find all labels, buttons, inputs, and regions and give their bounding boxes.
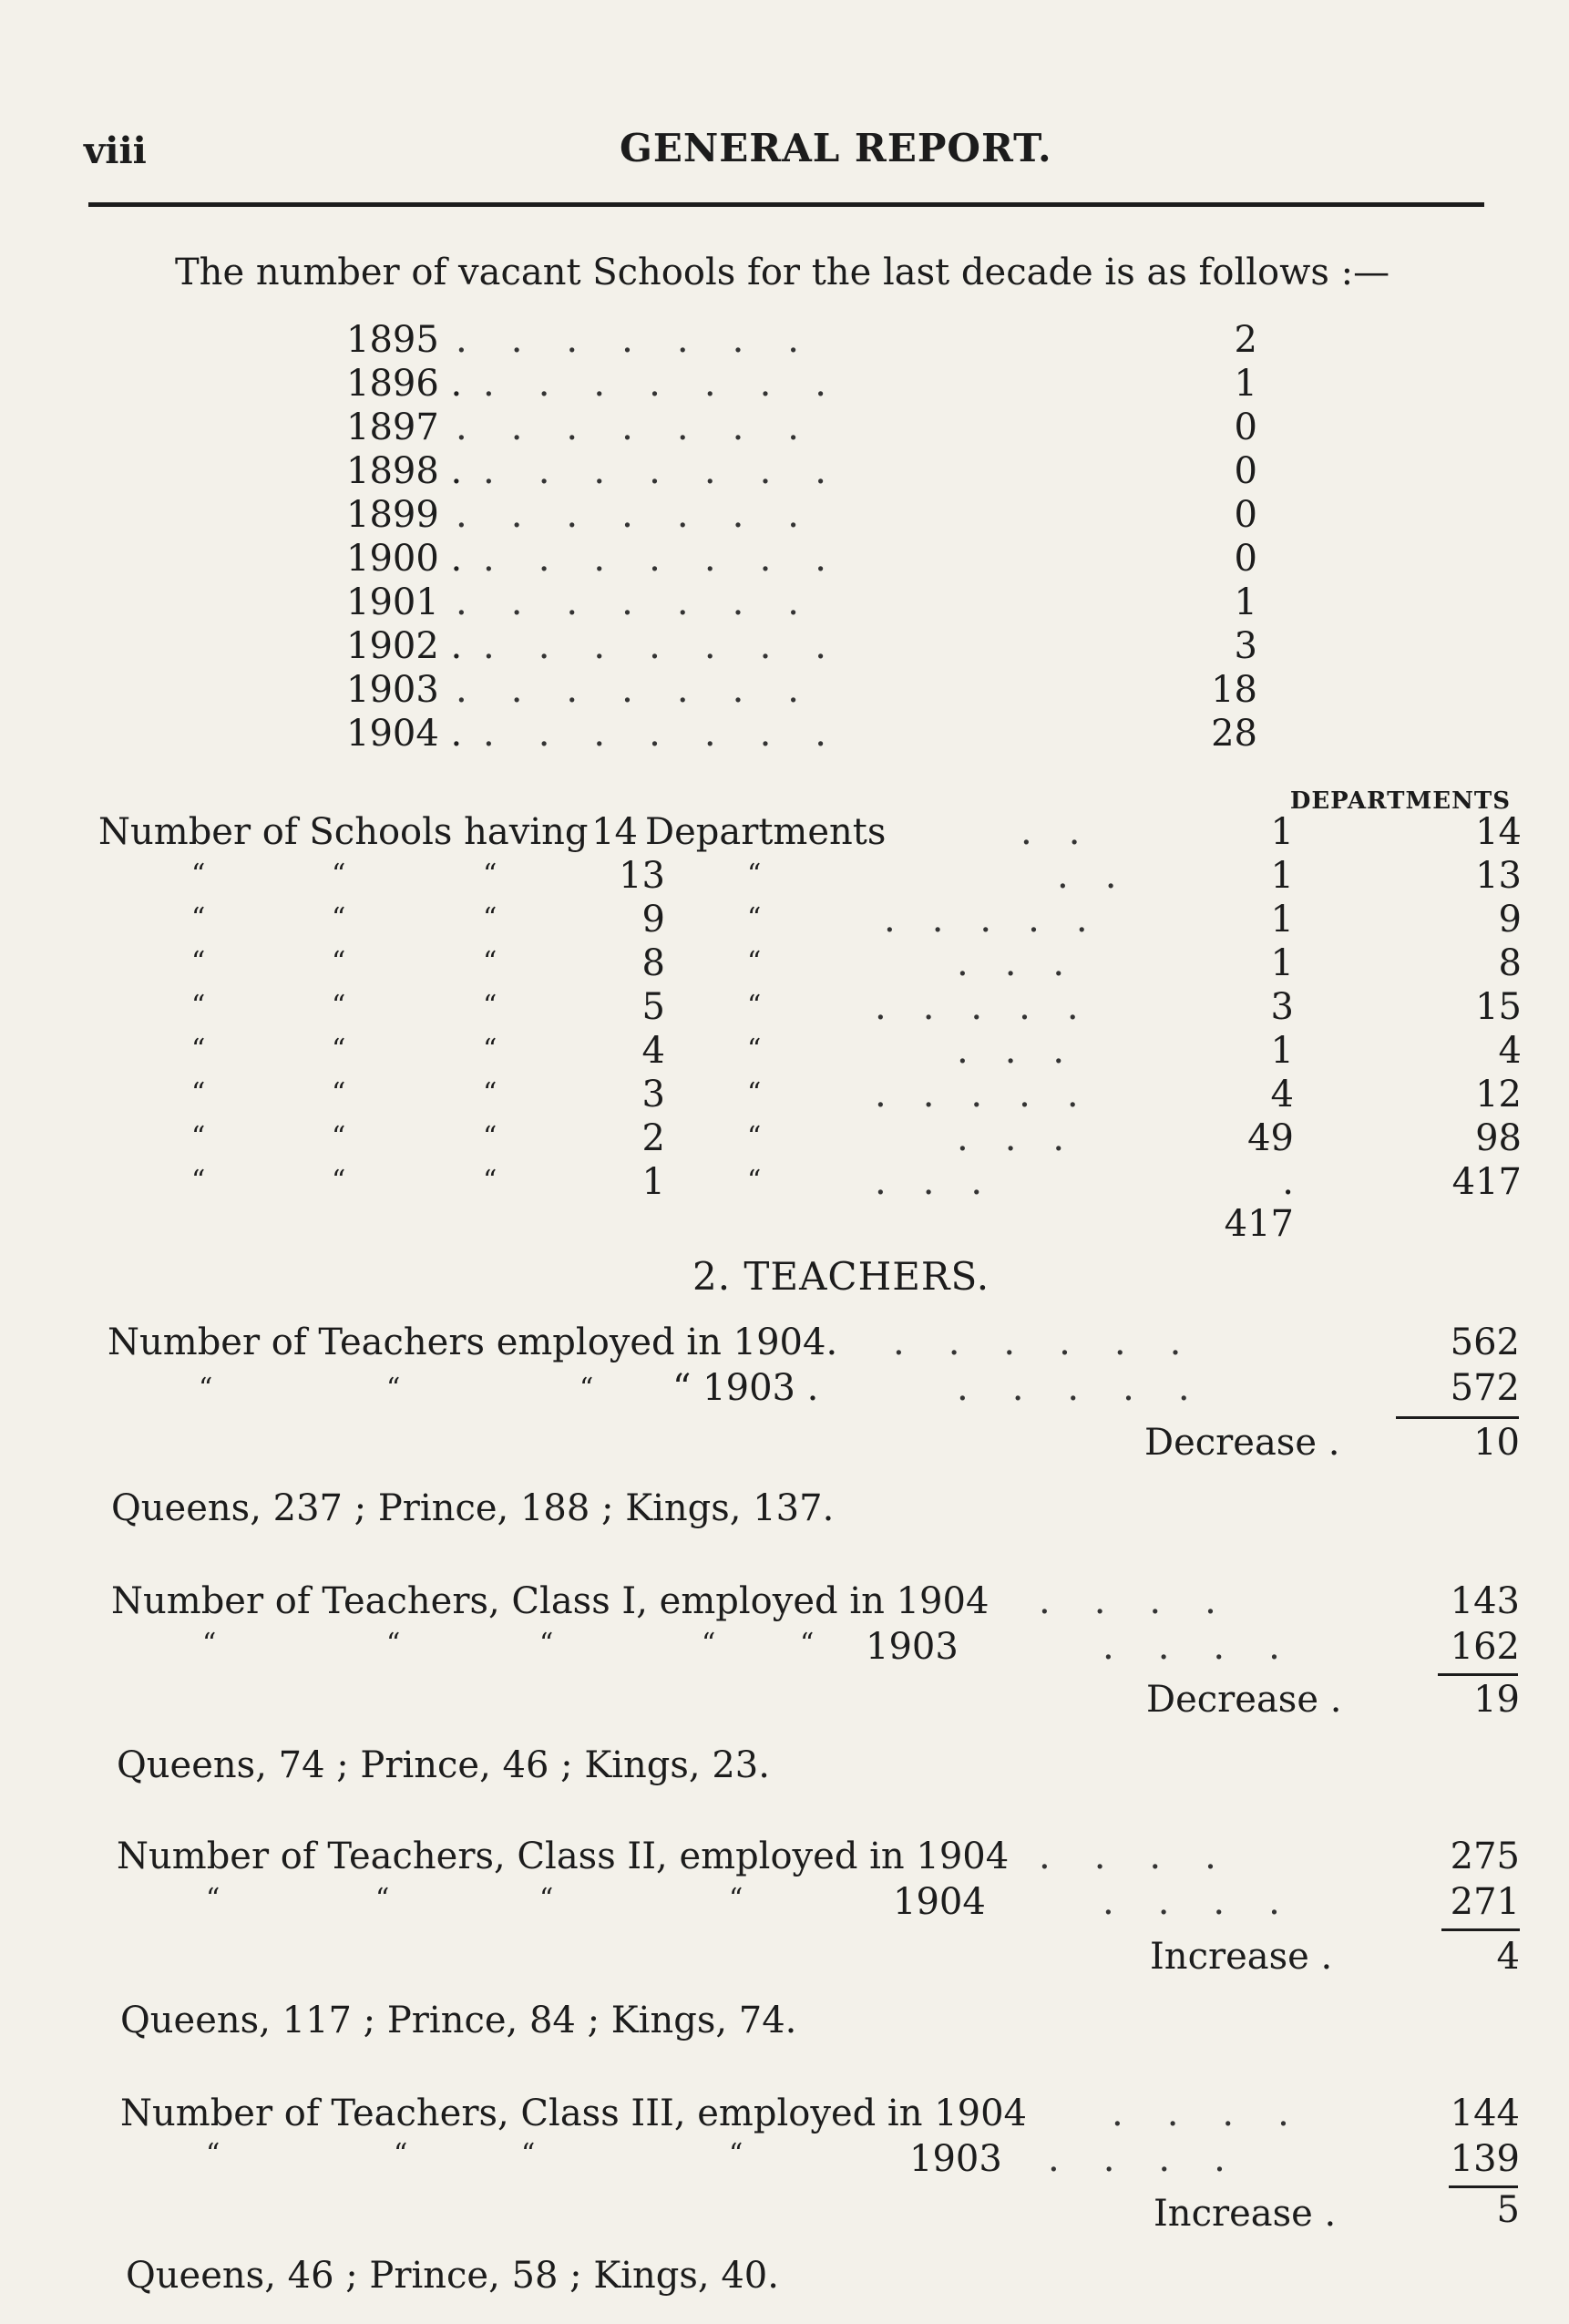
vacant-year: 1900 . <box>346 538 463 580</box>
leader-dots: .. <box>1057 855 1154 897</box>
ditto-mark: “ <box>579 1373 594 1404</box>
leader-dots: ....... <box>456 581 844 623</box>
leader-dots: .... <box>1102 1626 1324 1668</box>
leader-dots: ..... <box>957 1367 1234 1409</box>
department-total: 13 <box>1475 855 1522 897</box>
department-total: 98 <box>1475 1117 1522 1159</box>
vacant-value: 3 <box>1234 625 1257 667</box>
teachers-value: 572 <box>1450 1367 1520 1409</box>
department-count: 13 <box>619 855 665 897</box>
leader-dots: ....... <box>483 538 871 580</box>
page-folio: viii <box>84 129 147 172</box>
ditto-mark: “ <box>483 1077 497 1109</box>
ditto-mark: “ <box>800 1628 815 1660</box>
ditto-mark: “ <box>483 902 497 934</box>
ditto-mark: “ <box>747 990 762 1022</box>
school-count: 4 <box>1270 1074 1294 1116</box>
vacant-value: 1 <box>1234 581 1257 623</box>
ditto-mark: “ <box>729 1883 743 1915</box>
change-label: Increase . <box>1150 1936 1333 1978</box>
leader-dots: ... <box>957 1117 1102 1159</box>
vacant-value: 0 <box>1234 450 1257 492</box>
department-total: 12 <box>1475 1074 1522 1116</box>
ditto-mark: “ <box>483 1033 497 1065</box>
ditto-mark: “ <box>332 1033 346 1065</box>
teachers-value: 562 <box>1450 1321 1520 1363</box>
ditto-mark: “ <box>747 946 762 978</box>
teachers-value: 271 <box>1450 1881 1520 1923</box>
leader-dots: .... <box>1048 2138 1269 2180</box>
leader-dots: ..... <box>875 986 1115 1028</box>
ditto-mark: “ <box>332 946 346 978</box>
vacant-schools-intro: The number of vacant Schools for the last decade is as follows :— <box>175 252 1390 293</box>
ditto-mark: “ <box>747 859 762 890</box>
department-total: 15 <box>1475 986 1522 1028</box>
vacant-value: 0 <box>1234 406 1257 448</box>
leader-dots: .. <box>1020 811 1117 853</box>
vacant-row <box>346 363 1257 406</box>
ditto-mark: “ <box>191 902 206 934</box>
ditto-mark: “ <box>191 1077 206 1109</box>
vacant-year: 1904 . <box>346 713 463 755</box>
teachers-value: 144 <box>1450 2093 1520 2134</box>
sum-rule <box>1396 1416 1519 1419</box>
ditto-mark: “ <box>483 1121 497 1153</box>
departments-word: Departments <box>645 811 887 853</box>
vacant-row <box>346 713 1257 756</box>
ditto-mark: “ <box>521 2138 536 2170</box>
teachers-line: Number of Teachers, Class III, employed in 1904 <box>120 2093 1027 2134</box>
school-count: 3 <box>1270 986 1294 1028</box>
county-breakdown: Queens, 117 ; Prince, 84 ; Kings, 74. <box>120 2000 797 2041</box>
vacant-row <box>346 494 1257 538</box>
teachers-value: 275 <box>1450 1836 1520 1877</box>
teachers-year: 1903 <box>909 2138 1002 2180</box>
department-count: 9 <box>641 899 665 941</box>
leader-dots: ....... <box>456 669 844 711</box>
leader-dots: .... <box>1112 2093 1333 2134</box>
department-count: 14 <box>591 811 638 853</box>
vacant-value: 0 <box>1234 494 1257 536</box>
school-count: 1 <box>1270 1030 1294 1072</box>
department-count: 8 <box>641 942 665 984</box>
ditto-mark: “ <box>483 1165 497 1197</box>
departments-row <box>91 986 1522 1030</box>
teachers-year: 1904 <box>893 1881 986 1923</box>
change-value: 5 <box>1496 2189 1520 2231</box>
ditto-mark: “ <box>199 1373 213 1404</box>
teachers-year: “ 1903 . <box>672 1367 819 1409</box>
leader-dots: ..... <box>875 1074 1115 1116</box>
ditto-mark: “ <box>206 1883 220 1915</box>
leader-dots: ... <box>875 1161 1020 1203</box>
departments-row <box>91 1161 1522 1245</box>
ditto-mark: “ <box>483 990 497 1022</box>
teachers-line: Number of Teachers, Class II, employed in 1904 <box>117 1836 1010 1877</box>
ditto-mark: “ <box>191 946 206 978</box>
running-header-title: GENERAL REPORT. <box>620 126 1052 170</box>
department-total: 4 <box>1498 1030 1522 1072</box>
ditto-mark: “ <box>202 1628 217 1660</box>
ditto-mark: “ <box>191 859 206 890</box>
departments-row <box>91 1074 1522 1117</box>
department-total: 9 <box>1498 899 1522 941</box>
row-label: Number of Schools having <box>98 811 589 853</box>
vacant-year: 1896 . <box>346 363 463 405</box>
leader-dots: ...... <box>893 1321 1225 1363</box>
vacant-value: 0 <box>1234 538 1257 580</box>
leader-dots: ..... <box>884 899 1124 941</box>
departments-row <box>91 1117 1522 1161</box>
ditto-mark: “ <box>386 1628 401 1660</box>
department-total: 417 <box>1451 1161 1522 1203</box>
department-count: 3 <box>641 1074 665 1116</box>
ditto-mark: “ <box>332 859 346 890</box>
teachers-line: Number of Teachers employed in 1904. <box>108 1321 838 1363</box>
department-total: 14 <box>1475 811 1522 853</box>
sum-rule <box>1449 2185 1518 2188</box>
vacant-row <box>346 406 1257 450</box>
leader-dots: ....... <box>483 450 871 492</box>
departments-row <box>91 855 1522 899</box>
school-count: 1 <box>1270 811 1294 853</box>
ditto-mark: “ <box>191 1033 206 1065</box>
vacant-row <box>346 319 1257 363</box>
leader-dots: ....... <box>483 713 871 755</box>
section-title-teachers: 2. TEACHERS. <box>692 1254 990 1299</box>
ditto-mark: “ <box>386 1373 401 1404</box>
sum-rule <box>1441 1928 1520 1931</box>
ditto-mark: “ <box>332 990 346 1022</box>
leader-dots: ....... <box>483 625 871 667</box>
leader-dots: ... <box>957 1030 1102 1072</box>
vacant-year: 1897 <box>346 406 439 448</box>
ditto-mark: “ <box>332 1165 346 1197</box>
ditto-mark: “ <box>483 859 497 890</box>
vacant-year: 1903 <box>346 669 439 711</box>
teachers-value: 139 <box>1450 2138 1520 2180</box>
department-count: 2 <box>641 1117 665 1159</box>
ditto-mark: “ <box>332 902 346 934</box>
departments-row <box>91 942 1522 986</box>
departments-row <box>91 899 1522 942</box>
school-count: 1 <box>1270 899 1294 941</box>
teachers-line: Number of Teachers, Class I, employed in 1904 <box>111 1580 990 1622</box>
leader-dots: ... <box>957 942 1102 984</box>
school-count: . 417 <box>1224 1161 1294 1245</box>
departments-column-heading: DEPARTMENTS <box>1289 787 1511 815</box>
change-value: 10 <box>1473 1422 1520 1464</box>
change-value: 19 <box>1473 1679 1520 1721</box>
ditto-mark: “ <box>702 1628 716 1660</box>
ditto-mark: “ <box>539 1883 554 1915</box>
ditto-mark: “ <box>747 1077 762 1109</box>
teachers-year: 1903 <box>866 1626 959 1668</box>
change-label: Decrease . <box>1146 1679 1342 1721</box>
county-breakdown: Queens, 237 ; Prince, 188 ; Kings, 137. <box>111 1487 835 1529</box>
leader-dots: ....... <box>483 363 871 405</box>
county-breakdown: Queens, 46 ; Prince, 58 ; Kings, 40. <box>126 2255 779 2297</box>
vacant-year: 1902 . <box>346 625 463 667</box>
ditto-mark: “ <box>747 902 762 934</box>
department-total: 8 <box>1498 942 1522 984</box>
teachers-value: 162 <box>1450 1626 1520 1668</box>
vacant-year: 1899 <box>346 494 439 536</box>
teachers-value: 143 <box>1450 1580 1520 1622</box>
departments-row <box>91 1030 1522 1074</box>
school-count: 1 <box>1270 855 1294 897</box>
vacant-year: 1895 <box>346 319 439 361</box>
vacant-value: 2 <box>1234 319 1257 361</box>
change-label: Increase . <box>1154 2193 1337 2235</box>
ditto-mark: “ <box>729 2138 743 2170</box>
leader-dots: ....... <box>456 494 844 536</box>
ditto-mark: “ <box>332 1077 346 1109</box>
ditto-mark: “ <box>375 1883 390 1915</box>
vacant-year: 1898 . <box>346 450 463 492</box>
departments-row <box>91 811 1522 855</box>
department-count: 4 <box>641 1030 665 1072</box>
vacant-row <box>346 581 1257 625</box>
header-rule <box>88 202 1484 207</box>
leader-dots: ....... <box>456 319 844 361</box>
department-count: 5 <box>641 986 665 1028</box>
vacant-row <box>346 625 1257 669</box>
vacant-row <box>346 669 1257 713</box>
vacant-value: 18 <box>1211 669 1257 711</box>
ditto-mark: “ <box>191 990 206 1022</box>
ditto-mark: “ <box>747 1033 762 1065</box>
school-count: 49 <box>1247 1117 1294 1159</box>
department-count: 1 <box>641 1161 665 1203</box>
leader-dots: ....... <box>456 406 844 448</box>
county-breakdown: Queens, 74 ; Prince, 46 ; Kings, 23. <box>117 1744 770 1786</box>
vacant-year: 1901 <box>346 581 439 623</box>
leader-dots: .... <box>1102 1881 1324 1923</box>
ditto-mark: “ <box>191 1165 206 1197</box>
vacant-value: 1 <box>1234 363 1257 405</box>
vacant-row <box>346 450 1257 494</box>
ditto-mark: “ <box>332 1121 346 1153</box>
ditto-mark: “ <box>539 1628 554 1660</box>
ditto-mark: “ <box>191 1121 206 1153</box>
ditto-mark: “ <box>483 946 497 978</box>
ditto-mark: “ <box>747 1121 762 1153</box>
change-value: 4 <box>1496 1936 1520 1978</box>
ditto-mark: “ <box>747 1165 762 1197</box>
vacant-value: 28 <box>1211 713 1257 755</box>
school-count: 1 <box>1270 942 1294 984</box>
leader-dots: .... <box>1039 1580 1260 1622</box>
change-label: Decrease . <box>1144 1422 1340 1464</box>
ditto-mark: “ <box>206 2138 220 2170</box>
leader-dots: .... <box>1039 1836 1260 1877</box>
ditto-mark: “ <box>394 2138 408 2170</box>
sum-rule <box>1438 1673 1518 1676</box>
vacant-row <box>346 538 1257 581</box>
